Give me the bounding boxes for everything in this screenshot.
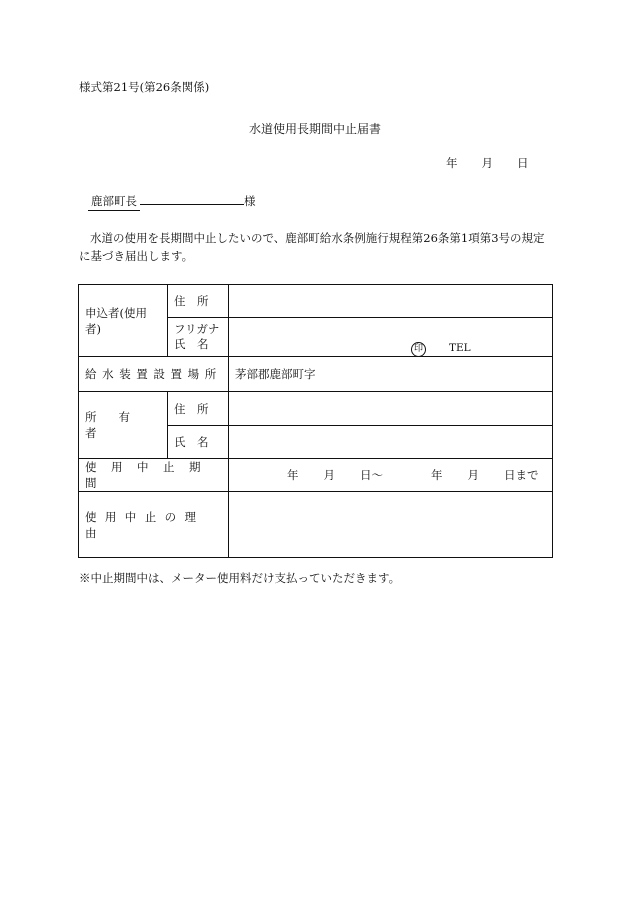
owner-label-cell [79,392,168,459]
period-day-end: 日まで [504,468,539,482]
address-label-cell [168,285,229,318]
period-year-start: 年 [287,468,299,482]
period-label-cell [79,459,229,492]
owner-address-label-cell [168,392,229,426]
owner-label: 所有者 [85,410,152,440]
date-day: 日 [517,156,529,170]
addressee-blank[interactable] [140,203,244,205]
period-month-end: 月 [467,468,479,482]
name-label: 氏 名 [174,337,209,351]
body-text [79,229,559,265]
form-number: 様式第21号(第26条関係) [79,80,210,94]
address-label: 住 所 [174,294,209,308]
table-row-install-location [79,357,553,392]
tel-label: TEL [449,342,471,354]
addressee-name: 鹿部町長 [88,193,140,211]
install-location-field[interactable] [229,357,553,392]
body-line-2: に基づき届出します。 [79,249,194,263]
furigana-name-label-cell [168,318,229,357]
period-year-end: 年 [431,468,443,482]
reason-label: 使用中止の理由 [85,509,205,540]
reason-field[interactable] [229,492,553,558]
owner-address-label: 住 所 [174,401,209,416]
table-row-period [79,459,553,492]
table-row-owner-address [79,392,553,426]
addressee-honorific: 様 [244,194,256,208]
period-field[interactable] [229,459,553,492]
applicant-label: 申込者(使用者) [85,305,147,336]
seal-stamp-icon: 印 [411,342,426,357]
date-line [446,155,529,171]
install-location-label-cell [79,357,229,392]
furigana-label: フリガナ [174,322,220,336]
date-month: 月 [481,156,493,170]
reason-label-cell [79,492,229,558]
table-row-reason [79,492,553,558]
owner-name-label: 氏 名 [174,435,209,449]
owner-name-label-cell [168,426,229,459]
application-table [78,284,553,558]
applicant-label-cell [79,285,168,357]
applicant-address-field[interactable] [229,285,553,318]
install-location-value: 茅部郡鹿部町字 [235,367,316,381]
owner-address-field[interactable] [229,392,553,426]
install-location-label: 給水装置設置場所 [85,367,222,381]
period-month-start: 月 [323,468,335,482]
document-title: 水道使用長期間中止届書 [248,122,381,136]
applicant-name-field[interactable] [229,318,553,357]
body-line-1: 水道の使用を長期間中止したいので、鹿部町給水条例施行規程第26条第1項第3号の規定 [90,231,545,245]
period-label: 使用中止期間 [85,460,215,490]
footnote: ※中止期間中は、メーター使用料だけ支払っていただきます。 [79,571,401,585]
table-row-applicant-address [79,285,553,318]
date-year: 年 [446,156,458,170]
period-day-start: 日〜 [360,468,383,482]
owner-name-field[interactable] [229,426,553,459]
addressee [88,193,256,211]
